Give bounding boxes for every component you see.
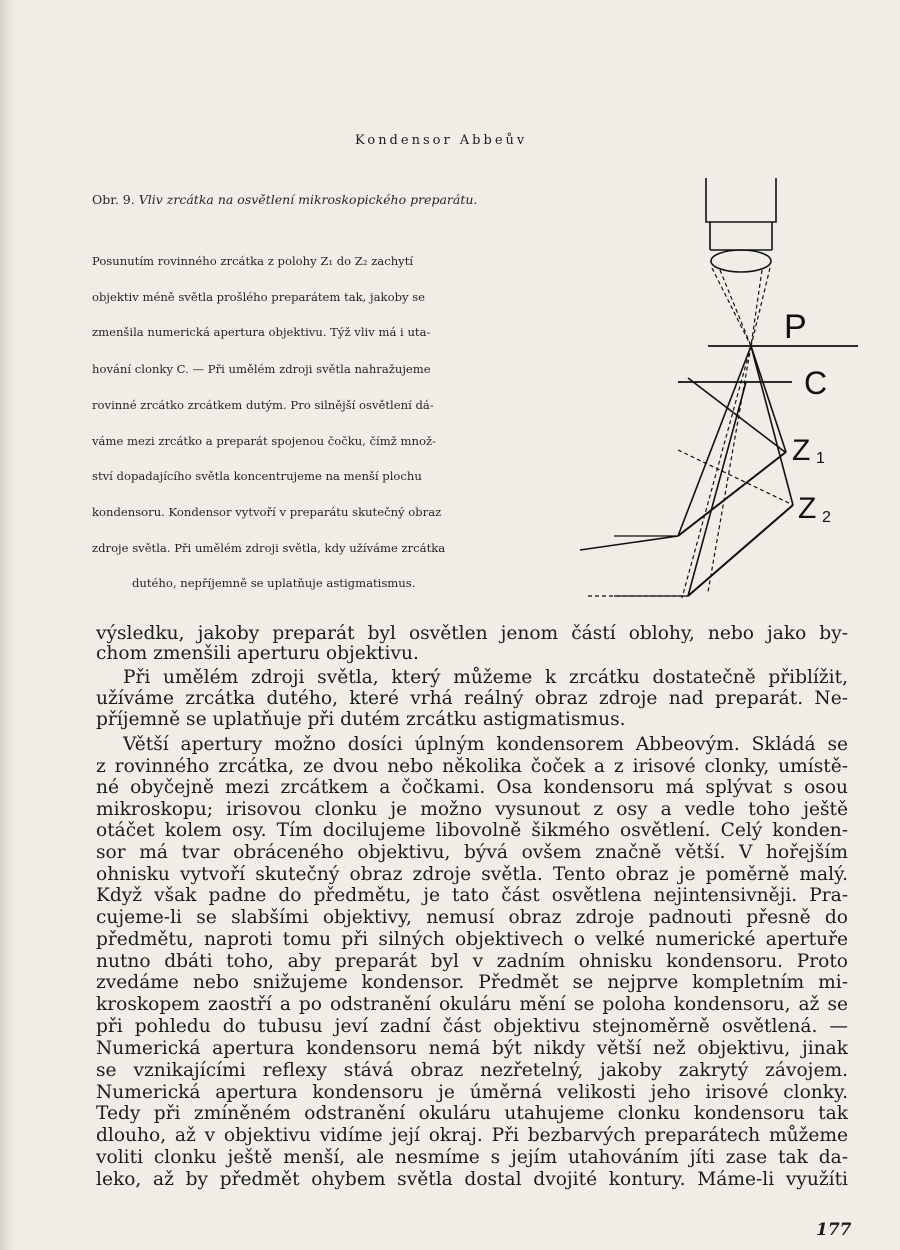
body-line: ohnisku vytvoří skutečný obraz zdroje světla. Tento obraz je poměrně malý. — [96, 864, 848, 885]
body-line: nutno dbáti toho, aby preparát byl v zadním ohnisku kondensoru. Proto — [96, 951, 848, 972]
light-cone-dashed — [751, 270, 762, 346]
body-line: kroskopem zaostří a po odstranění okuláru mění se poloha kondensoru, až se — [96, 994, 848, 1015]
body-line: se vznikajícími reflexy stává obraz nezřetelný, jakoby zakrytý závojem. — [96, 1060, 848, 1081]
body-line: dlouho, až v objektivu vidíme její okraj. Při bezbarvých preparátech můžeme — [96, 1125, 848, 1146]
caption-line: kondensoru. Kondensor vytvoří v preparátu skutečný obraz — [92, 505, 442, 519]
reflected-ray — [751, 346, 786, 452]
optics-diagram — [560, 160, 900, 620]
dashed-ray — [682, 346, 751, 598]
body-line: Numerická apertura kondensoru je úměrná velikosti jeho irisové clonky. — [96, 1082, 848, 1103]
body-line: při pohledu do tubusu jeví zadní část objektivu stejnoměrně osvětlená. — — [96, 1016, 848, 1037]
body-line: leko, až by předmět ohybem světla dostal dvojité kontury. Máme-li využíti — [96, 1169, 848, 1190]
label-z1-subscript: 1 — [816, 450, 825, 467]
caption-title: Vliv zrcátka na osvětlení mikroskopického preparátu. — [138, 192, 478, 207]
caption-line: váme mezi zrcátko a preparát spojenou čočku, čímž množ- — [92, 434, 437, 448]
body-line: Numerická apertura kondensoru nemá být nikdy větší než objektivu, jinak — [96, 1038, 848, 1059]
label-z1: Z — [792, 434, 811, 467]
caption-title-line — [92, 192, 477, 207]
light-cone-dashed — [712, 268, 751, 346]
body-line: chom zmenšili aperturu objektivu. — [96, 643, 419, 664]
body-line: příjemně se uplatňuje při dutém zrcátku astigmatismus. — [96, 709, 626, 730]
body-line: Tedy při zmíněném odstranění okuláru utahujeme clonku kondensoru tak — [96, 1103, 848, 1124]
body-line: výsledku, jakoby preparát byl osvětlen jenom částí oblohy, nebo jako by- — [96, 623, 848, 644]
incident-ray — [580, 536, 678, 550]
caption-line: Posunutím rovinného zrcátka z polohy Z₁ do Z₂ zachytí — [92, 254, 414, 268]
body-line: voliti clonku ještě menší, ale nesmíme s jejím utahováním jíti zase tak da- — [96, 1147, 848, 1168]
mirror-illumination-diagram — [560, 160, 900, 620]
light-cone-dashed — [720, 270, 751, 346]
body-line: né obyčejně mezi zrcátkem a čočkami. Osa kondensoru má splývat s osou — [96, 777, 848, 798]
caption-line: objektiv méně světla prošlého preparátem tak, jakoby se — [92, 290, 426, 304]
objective-tube — [706, 178, 776, 222]
page-number: 177 — [816, 1220, 852, 1240]
running-head: Kondensor Abbeův — [355, 133, 528, 148]
body-line: mikroskopu; irisovou clonku je možno vysunout z osy a vedle toho ještě — [96, 799, 848, 820]
body-line: Když však padne do předmětu, je tato část osvětlena nejintensivněji. Pra- — [96, 885, 848, 906]
body-line: z rovinného zrcátka, ze dvou nebo několika čoček a z irisové clonky, umístě- — [96, 756, 848, 777]
page-gutter-shadow — [0, 0, 14, 1250]
label-p: P — [784, 308, 807, 346]
label-c: C — [804, 365, 828, 401]
caption-label: Obr. 9. — [92, 192, 135, 207]
caption-line: zmenšila numerická apertura objektivu. Týž vliv má i uta- — [92, 325, 431, 339]
caption-line: rovinné zrcátko zrcátkem dutým. Pro silnější osvětlení dá- — [92, 398, 434, 412]
dashed-ray — [678, 450, 793, 505]
objective-lens — [711, 250, 771, 272]
body-line: užíváme zrcátka dutého, které vrhá reálný obraz zdroje nad preparát. Ne- — [96, 688, 848, 709]
body-line: Větší apertury možno dosíci úplným kondensorem Abbeovým. Skládá se — [123, 734, 848, 755]
reflected-ray — [751, 346, 793, 505]
objective-mount — [710, 222, 772, 250]
body-line: cujeme-li se slabšími objektivy, nemusí obraz zdroje padnouti přesně do — [96, 907, 848, 928]
body-line: předmětu, naproti tomu při silných objektivech o velké numerické apertuře — [96, 929, 848, 950]
body-line: sor má tvar obráceného objektivu, bývá ovšem značně větší. V hořejším — [96, 842, 848, 863]
caption-line: dutého, nepříjemně se uplatňuje astigmatismus. — [132, 576, 416, 590]
body-line: Při umělém zdroji světla, který můžeme k zrcátku dostatečně přiblížit, — [123, 667, 848, 688]
caption-line: ství dopadajícího světla koncentrujeme na menší plochu — [92, 469, 422, 483]
label-z2: Z — [798, 492, 817, 525]
label-z2-subscript: 2 — [822, 509, 831, 526]
caption-line: hování clonky C. — Při umělém zdroji světla nahražujeme — [92, 362, 431, 376]
body-line: otáčet kolem osy. Tím docilujeme libovolně šikmého osvětlení. Celý konden- — [96, 820, 848, 841]
body-line: zvedáme nebo snižujeme kondensor. Předmět se nejprve kompletním mi- — [96, 972, 848, 993]
caption-line: zdroje světla. Při umělém zdroji světla, kdy užíváme zrcátka — [92, 541, 446, 555]
